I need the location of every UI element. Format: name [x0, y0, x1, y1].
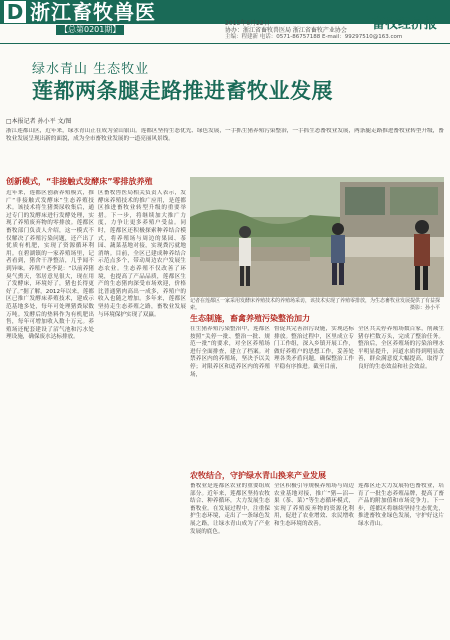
photo-credit: 摄影：孙小平 — [410, 305, 441, 311]
body-column-3c: 莲都区还大力发展特色畜牧业，培育了一批生态养殖品牌，提高了畜产品的附加值和市场竞争力。下一步，莲都区将继续坚持生态优先，推进畜牧业绿色发展，守护好这片绿水青山。 — [358, 483, 444, 527]
organizer: 协办：浙江省畜牧兽医局 浙江省畜牧产业协会 — [225, 27, 347, 34]
body-column-3a: 畜牧业是莲都区农业的重要组成部分。近年来，莲都区坚持农牧结合、种养循环，大力发展生态畜牧业。在发展过程中，注重保护生态环境，走出了一条绿色发展之路，让绿水青山成为了产业发展的底色。 — [190, 483, 270, 535]
issue-date: 2015年6月22日 — [225, 20, 270, 27]
body-column-2c: 全区共关停养殖场数百家，削减生猪存栏数万头，完成了整治任务。整治后，全区养殖场的污染治理水平明显提升，河道水质得到明显改善，群众满意度大幅提高，取得了良好的生态效益和社会效益。 — [358, 326, 444, 370]
body-column-1b: 区畜牧兽医局相关负责人表示，发酵床养殖技术的推广应用，是莲都区推进畜牧业转型升级的重要举措。下一步，将继续加大推广力度，力争让更多养殖户受益。同时，莲都区还积极探索种养结合模式，将养殖场与周边的果园、茶园、蔬菜基地对接，实现粪污就地消纳。目前，全区已建成种养结合示范点多个，带动周边农户发展生态农业。生态养殖不仅改善了环境，也提高了产品品质，莲都区生产的生态猪肉深受市场欢迎，价格比普通猪肉高出一成多，养殖户的收入也随之增加。多年来，莲都区坚持走生态养殖之路，畜牧业发展与环境保护实现了双赢。 — [98, 190, 186, 318]
farm-photo-illustration — [190, 177, 444, 297]
body-column-1a: 近年来，莲都区创新养殖模式，推广“非接触式发酵床”生态养殖技术。该技术将生猪粪尿收集后，通过专门的发酵床进行发酵处理，实现了养殖废弃物的零排放。莲都区畜牧部门负责人介绍，这一模式不仅解决了养殖污染问题，还产出了优质有机肥，实现了资源循环利用。在碧湖镇的一家养殖场里，记者看到，猪舍干净整洁，几乎闻不到异味。养殖户老李说：“以前养猪臭气熏天，邻居意见很大，现在用了发酵床，环境好了，猪也长得更好了。”据了解，2012年以来，莲都区已推广发酵床养殖技术，建成示范基地多处，每年可处理猪粪尿数万吨。发酵后的垫料作为有机肥出售，每年可增加收入数十万元。养殖场还配套建设了沼气池和污水处理设施，确保废水达标排放。 — [6, 190, 94, 341]
article-byline: □本报记者 孙小平 文/图 — [6, 118, 72, 125]
body-column-2a: 在生猪养殖污染整治中，莲都区按照“关停一批、整治一批、规范一批”的要求，对全区养殖场进行全面排查，建立了档案。对禁养区内的养殖场，坚决予以关停；对限养区和适养区内的养殖场， — [190, 326, 270, 378]
editor-contact: 主编：程建新 电话：0571-86757188 E-mail：99297510@163.com — [225, 34, 403, 40]
article-lead: 浙江莲都山区，近年来，绿水青山正在成为金山银山。莲都区坚持生态优先、绿色发展，一手抓生猪养殖污染整治，一手抓生态畜牧业发展，两条腿走路推进畜牧业转型升级，畜牧业发展呈现出新的面貌，成为全市畜牧业发展的一道亮丽风景线。 — [6, 128, 444, 142]
article-kicker: 绿水青山 生态牧业 — [32, 62, 150, 77]
issue-tag: 【总第0201期】 — [56, 25, 124, 35]
farm-photo — [190, 177, 444, 297]
newspaper-logo: 畜牧经济报 — [372, 17, 438, 32]
body-column-2b: 督促其完善治污设施，实现达标排放。整治过程中，区里成立专门工作组，深入乡镇开展工作，做好养殖户的思想工作，妥善处理各类矛盾问题，确保整治工作平稳有序推进。截至目前， — [274, 326, 354, 370]
section-heading-2: 生态制施，畜禽养殖污染整治加力 — [190, 314, 310, 323]
photo-caption: 记者在莲都区一家采用发酵床养殖技术的养殖场采访，该技术实现了养殖零排放，为生态畜牧业发展提供了有益探索。 — [190, 298, 441, 311]
masthead — [0, 0, 450, 40]
masthead-rule — [0, 43, 450, 44]
body-column-3b: 全区积极引导规模养殖场与周边农业基地对接，推广“猪—沼—果（茶、菜）”等生态循环模式，实现了养殖废弃物的资源化利用，促进了农业增效、农民增收和生态环境的改善。 — [274, 483, 354, 527]
section-heading-1: 创新模式，“非接触式发酵床”零排放养殖 — [6, 177, 153, 186]
section-heading-3: 农牧结合，守护绿水青山换来产业发展 — [190, 471, 326, 480]
page-title: 浙江畜牧兽医 — [30, 0, 156, 24]
section-letter: D — [4, 1, 26, 23]
article-headline: 莲都两条腿走路推进畜牧业发展 — [32, 79, 333, 103]
